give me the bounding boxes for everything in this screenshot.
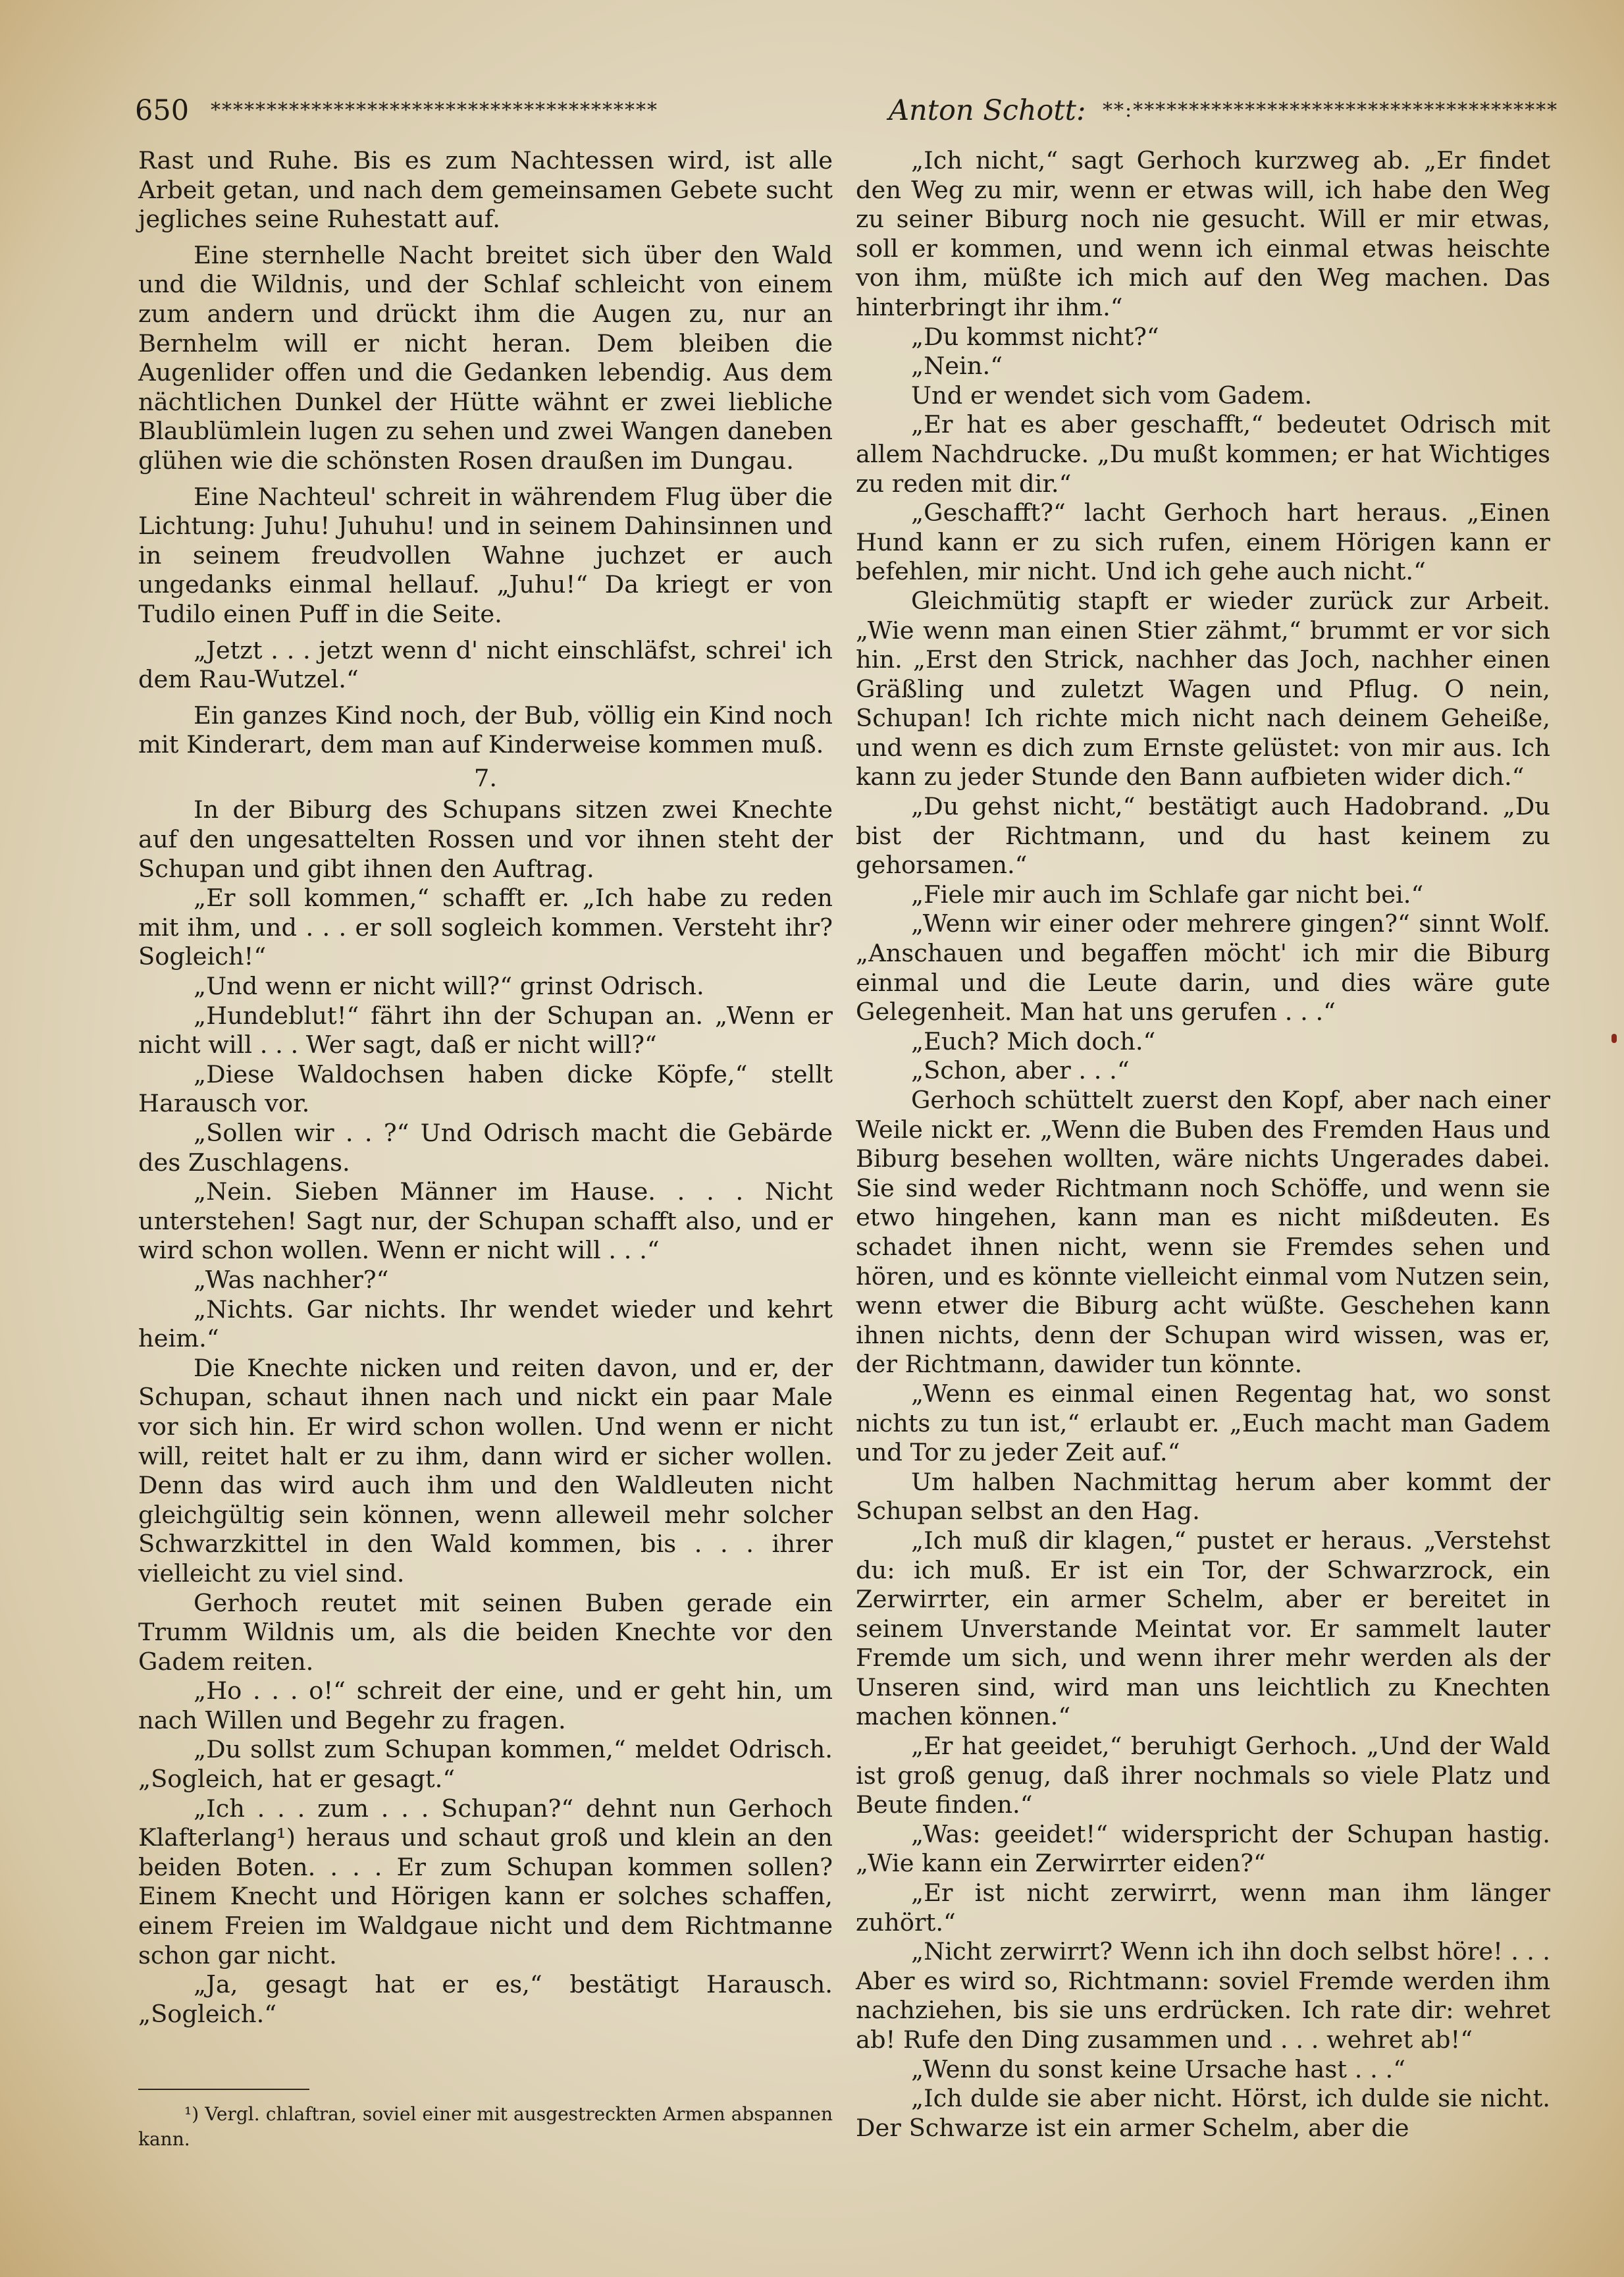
header-ornament-left: **************************************** (211, 99, 658, 122)
paragraph: In der Biburg des Schupans sitzen zwei Knechte auf den ungesattelten Rossen und vor ihnen steht der Schupan und gibt ihnen den Auftrag. (138, 795, 833, 883)
paragraph: „Schon, aber . . .“ (911, 1056, 1130, 1085)
paragraph: Ein ganzes Kind noch, der Bub, völlig ein Kind noch mit Kinderart, dem man auf Kinderweise kommen muß. (138, 701, 833, 759)
paragraph: Gerhoch reutet mit seinen Buben gerade ein Trumm Wildnis um, als die beiden Knechte vor den Gadem reiten. (138, 1588, 833, 1676)
paragraph: Um halben Nachmittag herum aber kommt der Schupan selbst an den Hag. (856, 1467, 1550, 1526)
paragraph: „Ich dulde sie aber nicht. Hörst, ich dulde sie nicht. Der Schwarze ist ein armer Schelm, aber die (856, 2084, 1550, 2142)
paragraph: „Euch? Mich doch.“ (911, 1027, 1156, 1056)
paragraph: „Nein.“ (911, 352, 1003, 381)
section-number: 7. (473, 763, 498, 792)
paragraph: Rast und Ruhe. Bis es zum Nachtessen wird, ist alle Arbeit getan, und nach dem gemeinsamen Gebete sucht jegliches seine Ruhestatt auf. (138, 146, 833, 234)
paragraph: „Du kommst nicht?“ (911, 322, 1159, 351)
paragraph: „Wenn du sonst keine Ursache hast . . .“ (911, 2054, 1406, 2083)
paragraph: „Geschafft?“ lacht Gerhoch hart heraus. „Einen Hund kann er zu sich rufen, einem Hörigen kann er befehlen, mir nicht. Und ich gehe auch nicht.“ (856, 498, 1550, 586)
footnote (138, 2102, 833, 2152)
paragraph: Eine sternhelle Nacht breitet sich über den Wald und die Wildnis, und der Schlaf schleicht von einem zum andern und drückt ihm die Augen zu, nur an Bernhelm will er nicht heran. Dem bleiben die Augenlider offen und die Gedanken lebendig. Aus dem nächtlichen Dunkel der Hütte wähnt er zwei liebliche Blaublümlein lugen zu sehen und zwei Wangen daneben glühen wie die schönsten Rosen draußen im Dungau. (138, 240, 833, 475)
paragraph: Und er wendet sich vom Gadem. (911, 381, 1313, 410)
paragraph: Eine Nachteul' schreit in währendem Flug über die Lichtung: Juhu! Juhuhu! und in seinem Dahinsinnen und in seinem freudvollen Wahne juchzet er auch ungedanks einmal hellauf. „Juhu!“ Da kriegt er von Tudilo einen Puff in die Seite. (138, 482, 833, 628)
paragraph: „Was: geeidet!“ widerspricht der Schupan hastig. „Wie kann ein Zerwirrter eiden?“ (856, 1819, 1550, 1878)
paragraph: „Wenn wir einer oder mehrere gingen?“ sinnt Wolf. „Anschauen und begaffen möcht' ich mir die Biburg einmal und die Leute darin, und dies wäre gute Gelegenheit. Man hat uns gerufen . . .“ (856, 909, 1550, 1027)
paragraph: „Ich muß dir klagen,“ pustet er heraus. „Verstehst du: ich muß. Er ist ein Tor, der Schwarzrock, ein Zerwirrter, ein armer Schelm, aber er bereitet in seinem Unverstande Meintat vor. Er sammelt lauter Fremde um sich, und wenn ihrer mehr werden als der Unseren sind, wird man uns leichtlich zu Knechten machen können.“ (856, 1526, 1550, 1731)
paragraph: „Diese Waldochsen haben dicke Köpfe,“ stellt Harausch vor. (138, 1059, 833, 1118)
page-header (135, 92, 1559, 129)
paragraph: Die Knechte nicken und reiten davon, und er, der Schupan, schaut ihnen nach und nickt ein paar Male vor sich hin. Er wird schon wollen. Und wenn er nicht will, reitet halt er zu ihm, dann wird er sicher wollen. Denn das wird auch ihm und den Waldleuten nicht gleichgültig sein können, wenn alleweil mehr solcher Schwarzkittel in den Wald kommen, bis . . . ihrer vielleicht zu viel sind. (138, 1353, 833, 1588)
paragraph: „Ich . . . zum . . . Schupan?“ dehnt nun Gerhoch Klafterlang¹) heraus und schaut groß und klein an den beiden Boten. . . . Er zum Schupan kommen sollen? Einem Knecht und Hörigen kann er solches schaffen, einem Freien im Waldgaue nicht und dem Richtmanne schon gar nicht. (138, 1794, 833, 1969)
footnote-rule (138, 2089, 309, 2090)
paragraph: „Wenn es einmal einen Regentag hat, wo sonst nichts zu tun ist,“ erlaubt er. „Euch macht man Gadem und Tor zu jeder Zeit auf.“ (856, 1379, 1550, 1467)
paragraph: „Er hat es aber geschafft,“ bedeutet Odrisch mit allem Nachdrucke. „Du mußt kommen; er hat Wichtiges zu reden mit dir.“ (856, 410, 1550, 498)
paragraph: „Ho . . . o!“ schreit der eine, und er geht hin, um nach Willen und Begehr zu fragen. (138, 1676, 833, 1734)
page-number: 650 (135, 94, 190, 127)
paragraph: „Jetzt . . . jetzt wenn d' nicht einschläfst, schrei' ich dem Rau-Wutzel.“ (138, 635, 833, 694)
ink-spot (1611, 1034, 1617, 1043)
paragraph: „Nichts. Gar nichts. Ihr wendet wieder und kehrt heim.“ (138, 1295, 833, 1353)
paragraph: „Nicht zerwirrt? Wenn ich ihn doch selbst höre! . . . Aber es wird so, Richtmann: soviel Fremde werden ihm nachziehen, bis sie uns erdrücken. Ich rate dir: wehret ab! Rufe den Ding zusammen und . . . wehret ab!“ (856, 1937, 1550, 2054)
right-column (856, 146, 1550, 2143)
paragraph: „Er hat geeidet,“ beruhigt Gerhoch. „Und der Wald ist groß genug, daß ihrer nochmals so viele Platz und Beute finden.“ (856, 1732, 1550, 1819)
paragraph: „Was nachher?“ (194, 1265, 389, 1294)
running-head-author: Anton Schott: (889, 94, 1086, 127)
paragraph: „Und wenn er nicht will?“ grinst Odrisch. (194, 972, 704, 1001)
paragraph: „Er ist nicht zerwirrt, wenn man ihm länger zuhört.“ (856, 1879, 1550, 1937)
paragraph: „Sollen wir . . ?“ Und Odrisch macht die Gebärde des Zuschlagens. (138, 1119, 833, 1177)
paragraph: „Hundeblut!“ fährt ihn der Schupan an. „Wenn er nicht will . . . Wer sagt, daß er nicht will?“ (138, 1001, 833, 1059)
paragraph: Gleichmütig stapft er wieder zurück zur Arbeit. „Wie wenn man einen Stier zähmt,“ brummt er vor sich hin. „Erst den Strick, nachher das Joch, nachher einen Gräßling und zuletzt Wagen und Pflug. O nein, Schupan! Ich richte mich nicht nach deinem Geheiße, und wenn es dich zum Ernste gelüstet: von mir aus. Ich kann zu jeder Stunde den Bann aufbieten wider dich.“ (856, 586, 1550, 791)
left-column (138, 146, 833, 2029)
paragraph: „Fiele mir auch im Schlafe gar nicht bei.“ (911, 880, 1424, 909)
footnote-text: ¹) Vergl. chlaftran, soviel einer mit ausgestreckten Armen abspannen kann. (138, 2103, 833, 2150)
paragraph: „Ich nicht,“ sagt Gerhoch kurzweg ab. „Er findet den Weg zu mir, wenn er etwas will, ich habe den Weg zu seiner Biburg noch nie gesucht. Will er mir etwas, soll er kommen, und wenn ich einmal etwas heischte von ihm, müßte ich mich auf den Weg machen. Das hinterbringt ihr ihm.“ (856, 146, 1550, 321)
paragraph: „Ja, gesagt hat er es,“ bestätigt Harausch. „Sogleich.“ (138, 1970, 833, 2028)
paragraph: „Du sollst zum Schupan kommen,“ meldet Odrisch. „Sogleich, hat er gesagt.“ (138, 1735, 833, 1794)
paragraph: Gerhoch schüttelt zuerst den Kopf, aber nach einer Weile nickt er. „Wenn die Buben des Fremden Haus und Biburg besehen wollten, wäre nichts Ungerades dabei. Sie sind weder Richtmann noch Schöffe, und wenn sie etwo hingehen, kann man es nicht mißdeuten. Es schadet ihnen nicht, wenn sie Fremdes sehen und hören, und es könnte vielleicht einmal vom Nutzen sein, wenn etwer die Biburg acht wüßte. Geschehen kann ihnen nichts, denn der Schupan wird wissen, was er, der Richtmann, dawider tun könnte. (856, 1086, 1550, 1379)
header-ornament-right: **:************************************** (1103, 99, 1559, 122)
paragraph: „Er soll kommen,“ schafft er. „Ich habe zu reden mit ihm, und . . . er soll sogleich kommen. Versteht ihr? Sogleich!“ (138, 884, 833, 971)
paragraph: „Nein. Sieben Männer im Hause. . . . Nicht unterstehen! Sagt nur, der Schupan schafft also, und er wird schon wollen. Wenn er nicht will . . .“ (138, 1177, 833, 1265)
paragraph: „Du gehst nicht,“ bestätigt auch Hadobrand. „Du bist der Richtmann, und du hast keinem zu gehorsamen.“ (856, 792, 1550, 880)
